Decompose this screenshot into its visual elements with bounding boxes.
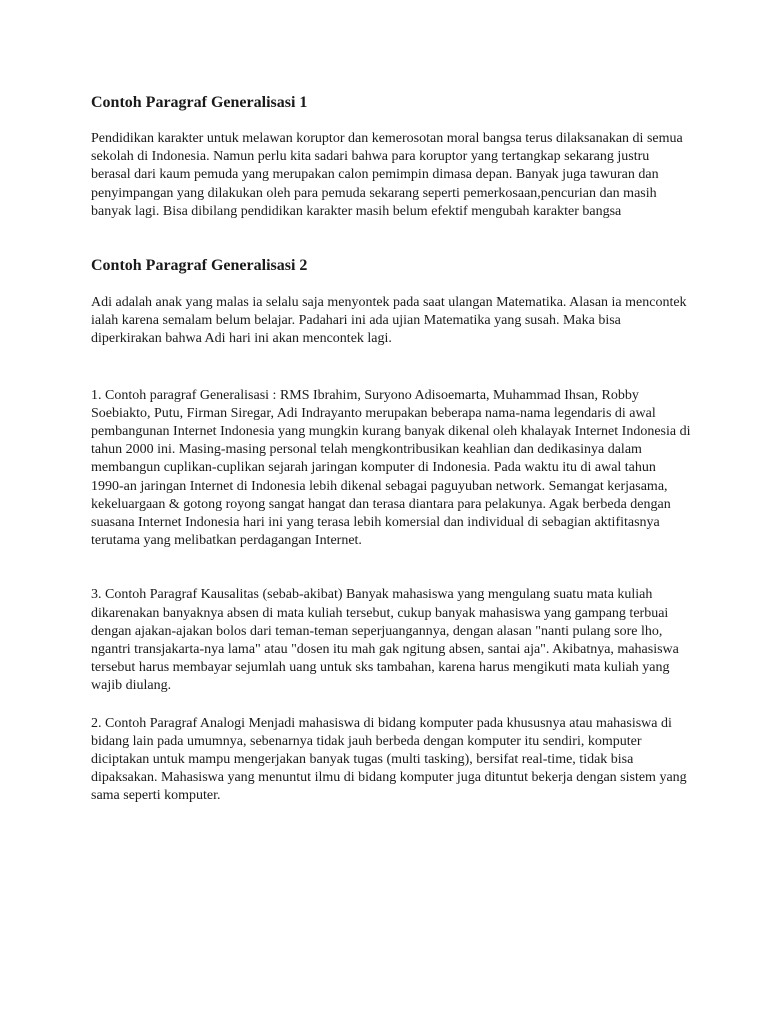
paragraph-pendidikan-karakter: Pendidikan karakter untuk melawan koruptor dan kemerosotan moral bangsa terus dilaksanakan di semua sekolah di Indonesia. Namun perlu kita sadari bahwa para koruptor yang tertangkap sekarang justru berasal dari kaum pemuda yang merupakan calon pemimpin dimasa depan. Banyak juga tawuran dan penyimpangan yang dilakukan oleh para pemuda sekarang seperti pemerkosaan,pencurian dan masih banyak lagi. Bisa dibilang pendidikan karakter masih belum efektif mengubah karakter bangsa [91, 131, 683, 219]
paragraph-analogi: 2. Contoh Paragraf Analogi Menjadi mahasiswa di bidang komputer pada khususnya atau mahasiswa di bidang lain pada umumnya, sebenarnya tidak jauh berbeda dengan komputer itu sendiri, komputer diciptakan untuk mampu mengerjakan banyak tugas (multi tasking), bersifat real-time, tidak bisa dipaksakan. Mahasiswa yang menuntut ilmu di bidang komputer juga dituntut bekerja dengan sistem yang sama seperti komputer. [91, 715, 687, 804]
paragraph-adi-mencontek: Adi adalah anak yang malas ia selalu saja menyontek pada saat ulangan Matematika. Alasan ia mencontek ialah karena semalam belum belajar. Padahari ini ada ujian Matematika yang susah. Maka bisa diperkirakan bahwa Adi hari ini akan mencontek lagi. [91, 295, 687, 347]
paragraph-generalisasi-internet: 1. Contoh paragraf Generalisasi : RMS Ibrahim, Suryono Adisoemarta, Muhammad Ihsan, Robby Soebiakto, Putu, Firman Siregar, Adi Indrayanto merupakan beberapa nama-nama legendaris di awal pembangunan Internet Indonesia yang mungkin kurang banyak dikenal oleh khalayak Internet Indonesia di tahun 2000 ini. Masing-masing personal telah mengkontribusikan keahlian dan dedikasinya dalam membangun cuplikan-cuplikan sejarah jaringan komputer di Indonesia. Pada waktu itu di awal tahun 1990-an jaringan Internet di Indonesia lebih dikenal sebagai paguyuban network. Semangat kerjasama, kekeluargaan & gotong royong sangat hangat dan terasa diantara para pelakunya. Agak berbeda dengan suasana Internet Indonesia hari ini yang terasa lebih komersial dan individual di sebagian aktifitasnya terutama yang melibatkan perdagangan Internet. [91, 387, 691, 549]
paragraph-kausalitas: 3. Contoh Paragraf Kausalitas (sebab-akibat) Banyak mahasiswa yang mengulang suatu mata kuliah dikarenakan banyaknya absen di mata kuliah tersebut, cukup banyak mahasiswa yang gampang terbuai dengan ajakan-ajakan bolos dari teman-teman seperjuangannya, dengan alasan "nanti pulang sore lho, ngantri transjakarta-nya lama" atau "dosen itu mah gak ngitung absen, santai aja". Akibatnya, mahasiswa tersebut harus membayar sejumlah uang untuk sks tambahan, karena harus mengikuti mata kuliah yang wajib diulang. [91, 587, 679, 694]
heading-generalisasi-1: Contoh Paragraf Generalisasi 1 [91, 94, 308, 111]
document-body [91, 93, 691, 806]
heading-generalisasi-2: Contoh Paragraf Generalisasi 2 [91, 257, 308, 275]
